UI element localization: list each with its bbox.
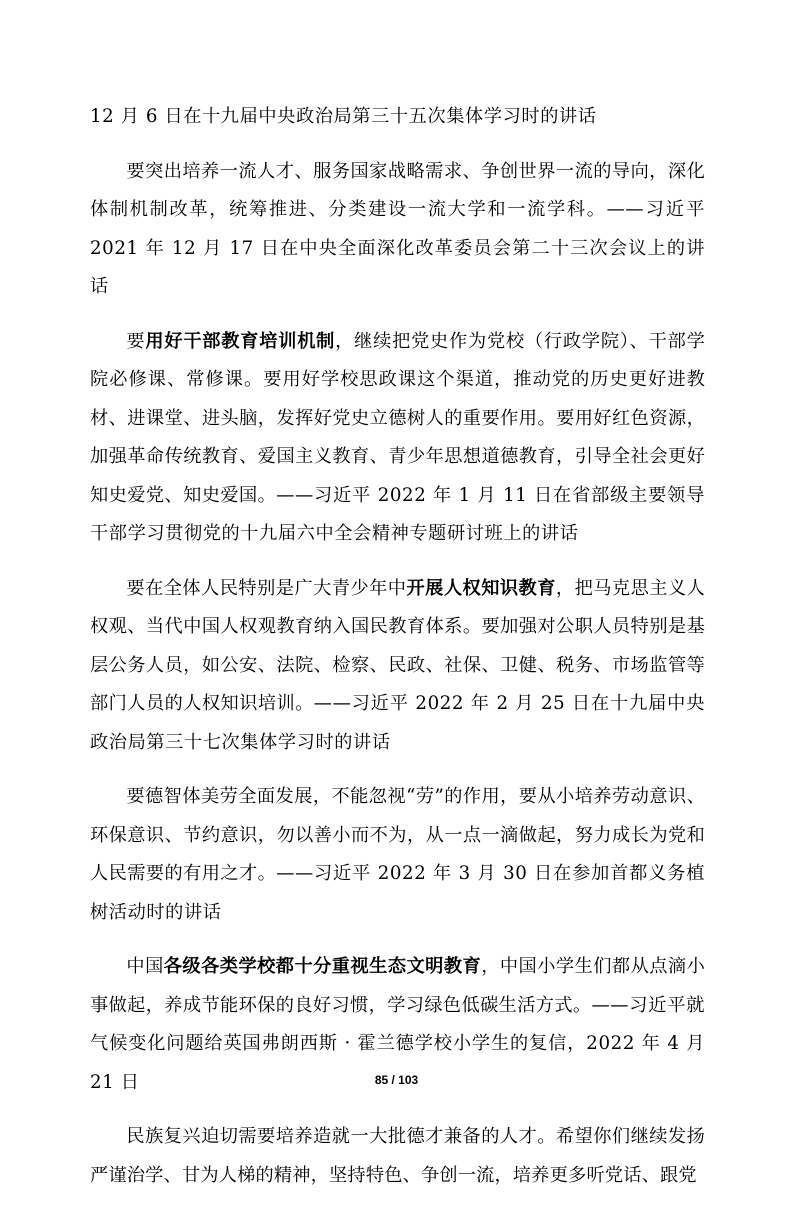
paragraph [90, 98, 705, 137]
paragraph-text-continued: ，把马克思主义人权观、当代中国人权观教育纳入国民教育体系。要加强对公职人员特别是基层公务人员，如公安、法院、检察、民政、社保、卫健、税务、市场监管等部门人员的人权知识培训。 [90, 577, 705, 714]
document-body [90, 98, 705, 1211]
quote-source: ——习近平 2022 年 3 月 30 日在参加首都义务植树活动时的讲话 [90, 863, 705, 923]
paragraph-emphasis: 用好干部教育培训机制 [145, 330, 336, 352]
paragraph-text: 中国 [126, 956, 164, 977]
paragraph [90, 153, 705, 307]
quote-source: ——习近平 2022 年 1 月 11 日在省部级主要领导干部学习贯彻党的十九届六中全会精神专题研讨班上的讲话 [90, 484, 705, 544]
paragraph-text: 民族复兴迫切需要培养造就一大批德才兼备的人才。希望你们继续发扬严谨治学、甘为人梯的精神，坚持特色、争创一流，培养更多听党话、跟党 [90, 1126, 705, 1186]
paragraph-emphasis: 各级各类学校都十分重视生态文明教育 [163, 956, 482, 977]
page-number: 85 / 103 [374, 1073, 419, 1087]
paragraph [90, 570, 705, 763]
paragraph-emphasis: 开展人权知识教育 [406, 577, 556, 599]
paragraph-text: 要 [126, 330, 146, 352]
paragraph-text: 要在全体人民特别是广大青少年中 [126, 577, 407, 599]
paragraph-text: 要突出培养一流人才、服务国家战略需求、争创世界一流的导向，深化体制机制改革，统筹推进、分类建设一流大学和一流学科。 [90, 160, 705, 220]
quote-source: ——习近平 2021 年 12 月 17 日在中央全面深化改革委员会第二十三次会议上的讲话 [90, 199, 705, 297]
paragraph-text: 要德智体美劳全面发展，不能忽视“劳”的作用，要从小培养劳动意识、环保意识、节约意识，勿以善小而不为，从一点一滴做起，努力成长为党和人民需要的有用之才。 [90, 786, 705, 884]
quote-source: 12 月 6 日在十九届中央政治局第三十五次集体学习时的讲话 [90, 106, 597, 127]
paragraph-text-continued: ，继续把党史作为党校（行政学院）、干部学院必修课、常修课。要用好学校思政课这个渠道，推动党的历史更好进教材、进课堂、进头脑，发挥好党史立德树人的重要作用。要用好红色资源，加强革命传统教育、爱国主义教育、青少年思想道德教育，引导全社会更好知史爱党、知史爱国。 [90, 330, 705, 506]
quote-source: ——习近平就气候变化问题给英国弗朗西斯 · 霍兰德学校小学生的复信，2022 年 4 月 21 日 [90, 994, 705, 1093]
paragraph [90, 778, 705, 932]
paragraph [90, 323, 705, 554]
paragraph [90, 1118, 705, 1195]
quote-source: ——习近平 2022 年 2 月 25 日在十九届中央政治局第三十七次集体学习时的讲话 [90, 693, 706, 753]
paragraph-text-continued: ，中国小学生们都从点滴小事做起，养成节能环保的良好习惯，学习绿色低碳生活方式。 [90, 956, 705, 1016]
